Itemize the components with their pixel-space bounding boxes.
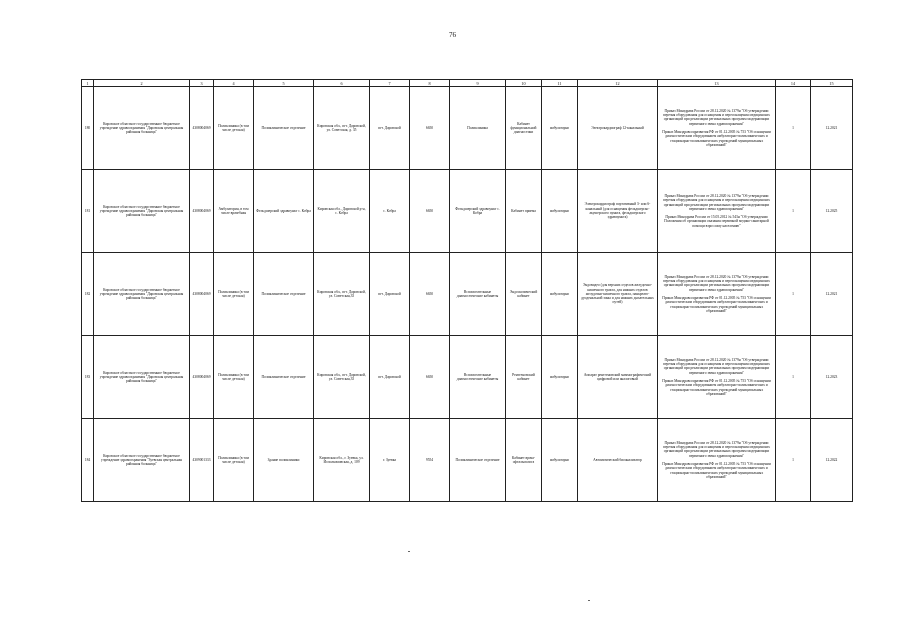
legal-basis-order-2: Приказ Минздравсоцразвития РФ от 01.12.2005 № 753 "Об оснащении диагностическим оборудованием амбулаторно-поликлинических и стационарно-поликлинических учреждений муниципальных образований": [662, 130, 771, 147]
cell-quantity: 1: [776, 253, 811, 336]
column-header-10: 10: [506, 80, 542, 87]
cell-equipment: Электрокардиограф 12-канальный: [578, 87, 658, 170]
cell-room: Кабинет врача-офтальмолога: [506, 419, 542, 502]
column-header-5: 5: [254, 80, 314, 87]
cell-inn-code: 4308004069: [190, 253, 214, 336]
header-row: [82, 80, 853, 87]
legal-basis-order-1: Приказ Минздрава России от 28.12.2020 № 1379н "Об утверждении перечня оборудования для оснащения и переоснащения медицинских организаций при реализации региональных программ модернизации первичного звена здравоохранения": [663, 193, 770, 211]
table-row: [82, 87, 853, 170]
cell-care-form: амбулаторно: [542, 253, 578, 336]
column-header-14: 14: [776, 80, 811, 87]
cell-care-form: амбулаторно: [542, 419, 578, 502]
cell-division: Вспомогательные диагностические кабинеты: [450, 253, 506, 336]
cell-legal-basis: [658, 170, 776, 253]
scan-mark: [408, 551, 410, 552]
cell-address: Кировская обл., пгт. Даровской, ул. Советская, д. 35: [314, 87, 370, 170]
cell-equipment: Электрокардиограф портативный 3- или 6-канальный (для оснащения фельдшерско-акушерского пункта, фельдшерского здравпункта): [578, 170, 658, 253]
cell-quantity: 1: [776, 336, 811, 419]
cell-quantity: 1: [776, 170, 811, 253]
cell-care-form: амбулаторно: [542, 170, 578, 253]
cell-organization: Кировское областное государственное бюджетное учреждение здравоохранения "Даровская центральная районная больница": [94, 336, 190, 419]
column-header-4: 4: [214, 80, 254, 87]
scan-mark: [588, 600, 590, 601]
page-number: 76: [449, 31, 456, 39]
cell-legal-basis: [658, 87, 776, 170]
cell-division: Вспомогательные диагностические кабинеты: [450, 336, 506, 419]
cell-delivery-date: 12.2022: [811, 419, 853, 502]
cell-address: Кировская обл., г. Зуевка, ул. Исполкомовская, д. 109: [314, 419, 370, 502]
cell-quantity: 1: [776, 87, 811, 170]
cell-inn-code: 4308004069: [190, 336, 214, 419]
table-body: [82, 87, 853, 502]
column-header-12: 12: [578, 80, 658, 87]
column-header-1: 1: [82, 80, 94, 87]
cell-settlement: с. Кобра: [370, 170, 410, 253]
cell-quantity: 1: [776, 419, 811, 502]
cell-settlement: пгт. Даровской: [370, 87, 410, 170]
column-header-3: 3: [190, 80, 214, 87]
legal-basis-order-1: Приказ Минздрава России от 28.12.2020 № 1379н "Об утверждении перечня оборудования для оснащения и переоснащения медицинских организаций при реализации региональных программ модернизации первичного звена здравоохранения": [663, 357, 770, 375]
legal-basis-order-1: Приказ Минздрава России от 28.12.2020 № 1379н "Об утверждении перечня оборудования для оснащения и переоснащения медицинских организаций при реализации региональных программ модернизации первичного звена здравоохранения": [663, 108, 770, 126]
legal-basis-order-1: Приказ Минздрава России от 28.12.2020 № 1379н "Об утверждении перечня оборудования для оснащения и переоснащения медицинских организаций при реализации региональных программ модернизации первичного звена здравоохранения": [663, 274, 770, 292]
cell-organization: Кировское областное государственное бюджетное учреждение здравоохранения "Даровская центральная районная больница": [94, 170, 190, 253]
cell-row-number: 183: [82, 336, 94, 419]
cell-care-type: Поликлиника (в том числе детская): [214, 87, 254, 170]
column-header-8: 8: [410, 80, 450, 87]
cell-legal-basis: [658, 419, 776, 502]
cell-care-type: Поликлиника (в том числе детская): [214, 419, 254, 502]
cell-equipment: Аппарат рентгеновский маммографический цифровой или аналоговый: [578, 336, 658, 419]
cell-care-type: Амбулатория, в том числе врачебная: [214, 170, 254, 253]
column-header-15: 15: [811, 80, 853, 87]
column-header-7: 7: [370, 80, 410, 87]
cell-room: Кабинет функциональной диагностики: [506, 87, 542, 170]
cell-care-type: Поликлиника (в том числе детская): [214, 336, 254, 419]
cell-room: Кабинет приема: [506, 170, 542, 253]
table-row: [82, 253, 853, 336]
table-row: [82, 336, 853, 419]
legal-basis-order-2: Приказ Минздравсоцразвития РФ от 01.12.2005 № 753 "Об оснащении диагностическим оборудованием амбулаторно-поликлинических и стационарно-поликлинических учреждений муниципальных образований": [662, 379, 771, 396]
table-row: [82, 170, 853, 253]
cell-row-number: 184: [82, 419, 94, 502]
cell-settlement: пгт. Даровской: [370, 253, 410, 336]
column-header-9: 9: [450, 80, 506, 87]
cell-care-form: амбулаторно: [542, 87, 578, 170]
cell-inn-code: 4309001333: [190, 419, 214, 502]
legal-basis-order-2: Приказ Минздрава России от 15.05.2012 № 543н "Об утверждении Положения об организации оказания первичной медико-санитарной помощи взрослому населению": [664, 215, 769, 228]
cell-organization: Кировское областное государственное бюджетное учреждение здравоохранения "Даровская центральная районная больница": [94, 253, 190, 336]
column-header-2: 2: [94, 80, 190, 87]
cell-address: Кировская обл., Даровской р-н, с. Кобра: [314, 170, 370, 253]
cell-population: 6650: [410, 170, 450, 253]
column-header-11: 11: [542, 80, 578, 87]
column-header-13: 13: [658, 80, 776, 87]
cell-unit-name: Поликлиническое отделение: [254, 253, 314, 336]
cell-address: Кировская обл., пгт. Даровской, ул. Советская,35: [314, 336, 370, 419]
legal-basis-order-2: Приказ Минздравсоцразвития РФ от 01.12.2005 № 753 "Об оснащении диагностическим оборудованием амбулаторно-поликлинических и стационарно-поликлинических учреждений муниципальных образований": [662, 462, 771, 479]
column-header-6: 6: [314, 80, 370, 87]
table-row: [82, 419, 853, 502]
cell-organization: Кировское областное государственное бюджетное учреждение здравоохранения "Зуевская центральная районная больница": [94, 419, 190, 502]
cell-equipment: Эндовидео (для верхних отделов желудочно-кишечного тракта, для нижних отделов желудочно-кишечного тракта, панкреато-дуоденальной зоны и для нижних дыхательных путей): [578, 253, 658, 336]
cell-population: 9554: [410, 419, 450, 502]
cell-population: 6650: [410, 336, 450, 419]
cell-delivery-date: 12.2023: [811, 336, 853, 419]
cell-delivery-date: 12.2025: [811, 170, 853, 253]
cell-population: 6650: [410, 253, 450, 336]
cell-division: Поликлиническое отделение: [450, 419, 506, 502]
cell-population: 6650: [410, 87, 450, 170]
cell-row-number: 182: [82, 253, 94, 336]
cell-care-type: Поликлиника (в том числе детская): [214, 253, 254, 336]
cell-delivery-date: 12.2021: [811, 253, 853, 336]
cell-unit-name: Здание поликлиники: [254, 419, 314, 502]
cell-room: Эндоскопический кабинет: [506, 253, 542, 336]
cell-care-form: амбулаторно: [542, 336, 578, 419]
cell-delivery-date: 12.2021: [811, 87, 853, 170]
cell-row-number: 181: [82, 170, 94, 253]
cell-address: Кировская обл., пгт. Даровской, ул. Советская,35: [314, 253, 370, 336]
cell-unit-name: Фельдшерский здравпункт с. Кобра: [254, 170, 314, 253]
cell-row-number: 180: [82, 87, 94, 170]
legal-basis-order-2: Приказ Минздравсоцразвития РФ от 01.12.2005 № 753 "Об оснащении диагностическим оборудованием амбулаторно-поликлинических и стационарно-поликлинических учреждений муниципальных образований": [662, 296, 771, 313]
cell-room: Рентгеновский кабинет: [506, 336, 542, 419]
cell-unit-name: Поликлиническое отделение: [254, 87, 314, 170]
cell-equipment: Автоматический биоанализатор: [578, 419, 658, 502]
cell-settlement: г. Зуевка: [370, 419, 410, 502]
cell-unit-name: Поликлиническое отделение: [254, 336, 314, 419]
cell-legal-basis: [658, 336, 776, 419]
cell-inn-code: 4308004069: [190, 170, 214, 253]
cell-legal-basis: [658, 253, 776, 336]
cell-division: Фельдшерский здравпункт с. Кобра: [450, 170, 506, 253]
cell-settlement: пгт. Даровской: [370, 336, 410, 419]
cell-inn-code: 4308004069: [190, 87, 214, 170]
equipment-register-table: [81, 79, 853, 502]
cell-division: Поликлиника: [450, 87, 506, 170]
legal-basis-order-1: Приказ Минздрава России от 28.12.2020 № 1379н "Об утверждении перечня оборудования для оснащения и переоснащения медицинских организаций при реализации региональных программ модернизации первичного звена здравоохранения": [663, 440, 770, 458]
cell-organization: Кировское областное государственное бюджетное учреждение здравоохранения "Даровская центральная районная больница": [94, 87, 190, 170]
